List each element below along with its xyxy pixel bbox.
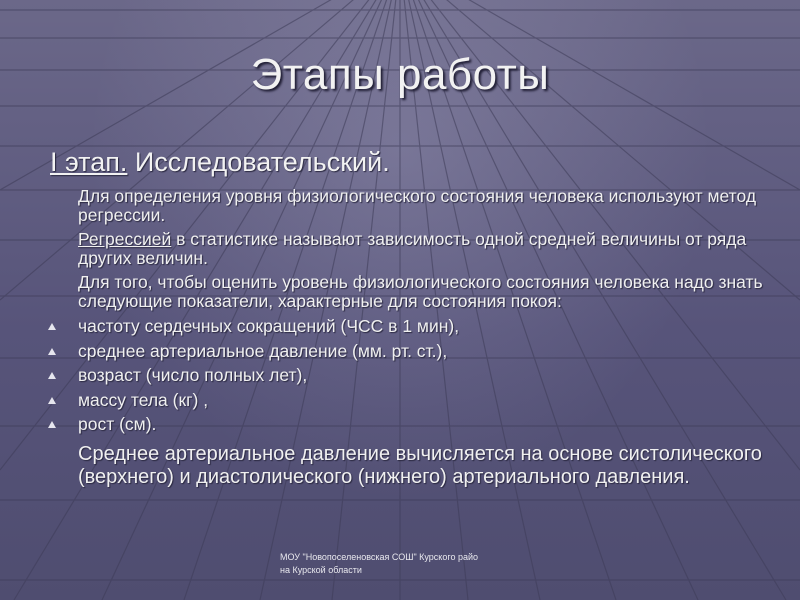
stage-label: I этап. [50,147,128,177]
footer-caption [280,551,540,577]
paragraph-regression-method: Для определения уровня физиологического состояния человека используют метод регрессии. [78,186,757,225]
list-item-text: массу тела (кг) , [78,389,209,410]
triangle-bullet-icon [48,323,56,330]
stage-name: Исследовательский. [127,147,390,177]
list-item [48,414,459,439]
footer-line-1: МОУ "Новопоселеновская СОШ" Курского райо [280,552,478,562]
list-item [48,316,459,341]
paragraph-regression-definition [78,230,768,268]
regression-definition-text: в статистике называют зависимость одной средней величины от ряда других величин. [78,229,747,268]
list-item [48,365,459,390]
stage-heading [50,147,390,178]
list-item [48,390,459,415]
paragraph-mean-pressure: Среднее артериальное давление вычисляется на основе систолического (верхнего) и диастолического (нижнего) артериального давления. [78,443,762,488]
list-item-text: среднее артериальное давление (мм. рт. ст.), [78,340,448,361]
triangle-bullet-icon [48,348,56,355]
triangle-bullet-icon [48,421,56,428]
triangle-bullet-icon [48,372,56,379]
slide-title: Этапы работы [250,50,550,99]
list-item [48,341,459,366]
list-item-text: частоту сердечных сокращений (ЧСС в 1 мин), [78,316,460,336]
footer-line-2: на Курской области [280,565,362,575]
regression-term: Регрессией [78,229,172,249]
list-item-text: рост (см). [78,414,157,434]
list-item-text: возраст (число полных лет), [78,365,308,385]
paragraph-indicators-intro: Для того, чтобы оценить уровень физиологического состояния человека надо знать следующие показатели, характерные для состояния покоя: [78,272,763,311]
triangle-bullet-icon [48,397,56,404]
indicator-list [48,316,459,439]
